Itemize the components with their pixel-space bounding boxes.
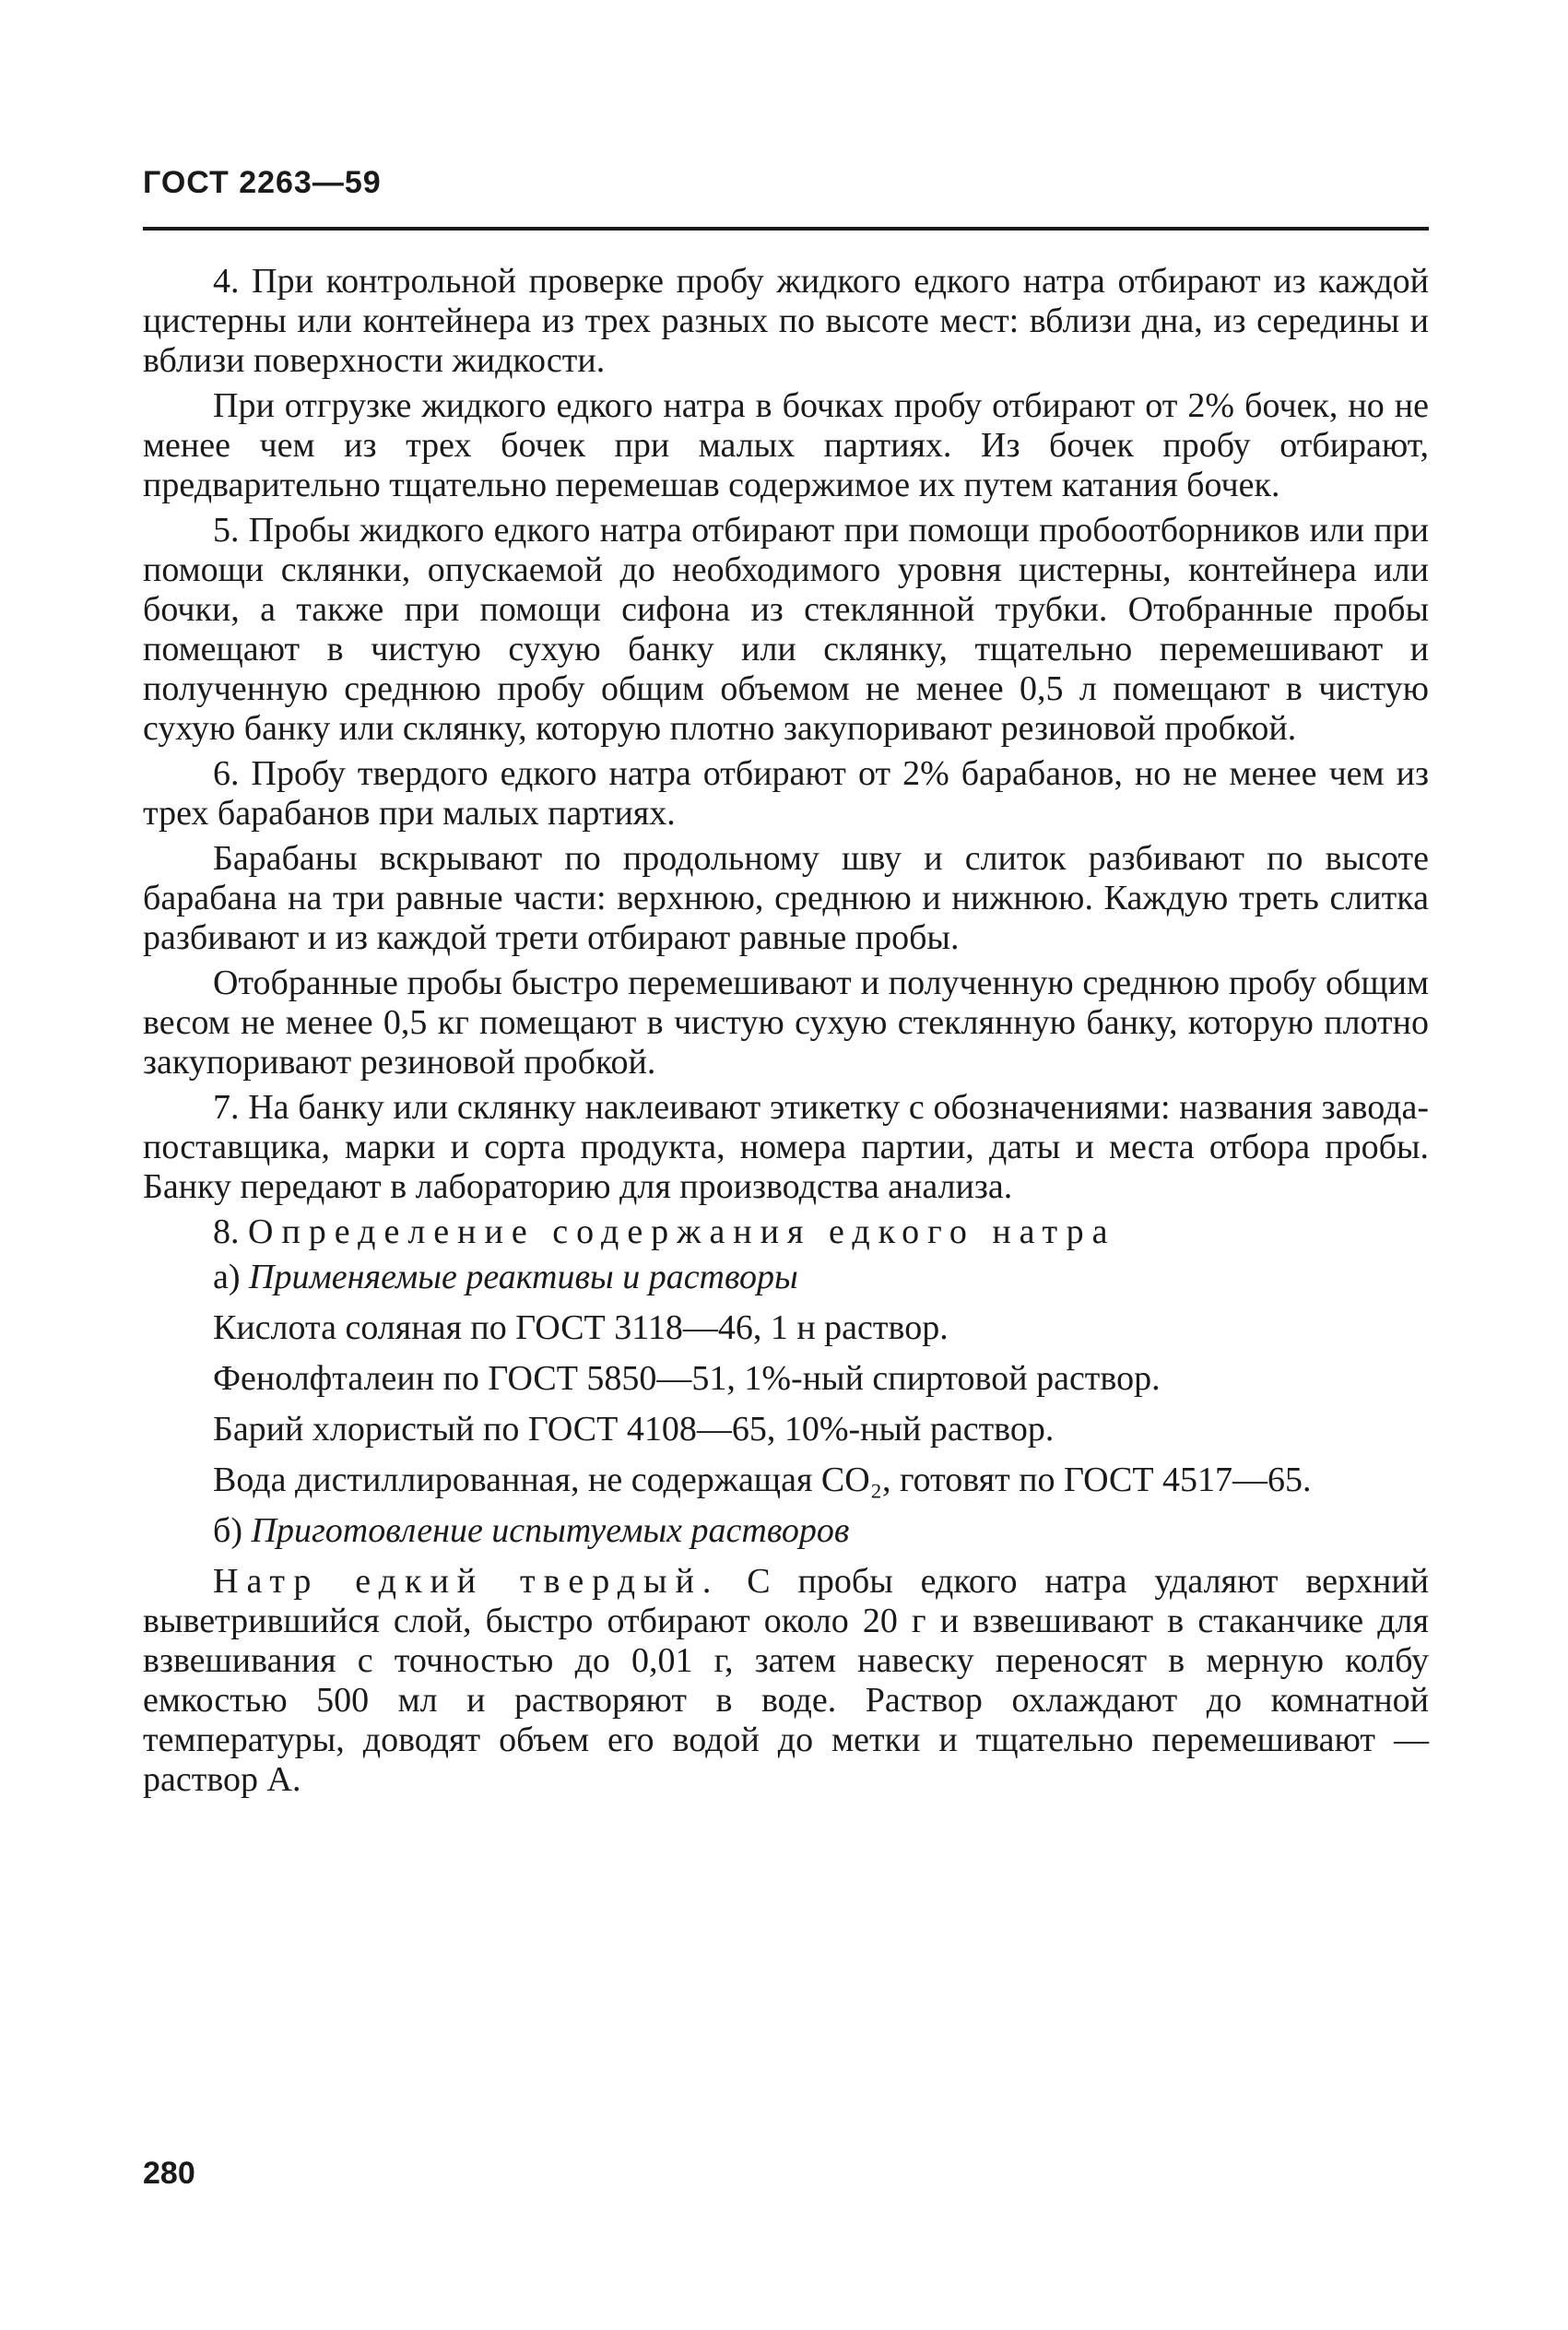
solid-naoh-text: С пробы едкого натра удаляют верхний выветрившийся слой, быстро отбирают около 20 г и взвешивают в стаканчике для взвешивания с точностью до 0,01 г, затем навеску переносят в мерную колбу емкостью 500 мл и растворяют в воде. Раствор охлаждают до комнатной температуры, доводят объем его водой до метки и тщательно перемешивают — раствор А. [143,1562,1429,1799]
section-8-number: 8. [213,1212,248,1251]
paragraph-4-shipping: При отгрузке жидкого едкого натра в бочках пробу отбирают от 2% бочек, но не менее чем из трех бочек при малых партиях. Из бочек пробу отбирают, предварительно тщательно перемешав содержимое их путем катания бочек. [143,386,1429,504]
section-8-heading [143,1212,1429,1252]
subsection-b-title: Приготовление испытуемых растворов [251,1511,850,1550]
section-8-title: Определение содержания едкого натра [248,1212,1116,1251]
paragraph-5: 5. Пробы жидкого едкого натра отбирают при помощи пробоотборников или при помощи склянки, опускаемой до необходимого уровня цистерны, контейнера или бочки, а также при помощи сифона из стеклянной трубки. Отобранные пробы помещают в чистую сухую банку или склянку, тщательно перемешивают и полученную среднюю пробу общим объемом не менее 0,5 л помещают в чистую сухую банку или склянку, которую плотно закупоривают резиновой пробкой. [143,511,1429,748]
paragraph-6-drums: Барабаны вскрывают по продольному шву и слиток разбивают по высоте барабана на три равные части: верхнюю, среднюю и нижнюю. Каждую треть слитка разбивают и из каждой трети отбирают равные пробы. [143,839,1429,957]
paragraph-7: 7. На банку или склянку наклеивают этикетку с обозначениями: названия завода-поставщика, марки и сорта продукта, номера партии, даты и места отбора пробы. Банку передают в лабораторию для производства анализа. [143,1088,1429,1206]
solid-naoh-lead: Натр едкий твердый. [213,1562,720,1601]
reagent-barium-chloride: Барий хлористый по ГОСТ 4108—65, 10%-ный раствор. [213,1410,1055,1449]
subsection-a-letter: а) [213,1258,250,1296]
subsection-a-title: Применяемые реактивы и растворы [249,1258,798,1296]
paragraph-6: 6. Пробу твердого едкого натра отбирают от 2% барабанов, но не менее чем из трех барабанов при малых партиях. [143,754,1429,833]
reagent-hydrochloric-acid: Кислота соляная по ГОСТ 3118—46, 1 н раствор. [213,1308,949,1347]
subsection-a-heading [143,1258,1429,1297]
reagent-distilled-water: Вода дистиллированная, не содержащая CO₂, готовят по ГОСТ 4517—65. [213,1461,1312,1499]
page-number: 280 [143,2156,195,2191]
paragraph-6-mixing: Отобранные пробы быстро перемешивают и полученную среднюю пробу общим весом не менее 0,5 кг помещают в чистую сухую стеклянную банку, которую плотно закупоривают резиновой пробкой. [143,964,1429,1082]
paragraph-4: 4. При контрольной проверке пробу жидкого едкого натра отбирают из каждой цистерны или контейнера из трех разных по высоте мест: вблизи дна, из середины и вблизи поверхности жидкости. [143,262,1429,380]
document-header: ГОСТ 2263—59 [143,165,382,200]
reagent-phenolphthalein: Фенолфталеин по ГОСТ 5850—51, 1%-ный спиртовой раствор. [213,1359,1161,1398]
paragraph-solid-naoh [143,1562,1429,1800]
header-divider [143,227,1429,231]
subsection-b-heading [143,1511,1429,1551]
document-body [143,262,1429,1800]
subsection-b-letter: б) [213,1511,252,1550]
document-page [143,155,1429,1805]
